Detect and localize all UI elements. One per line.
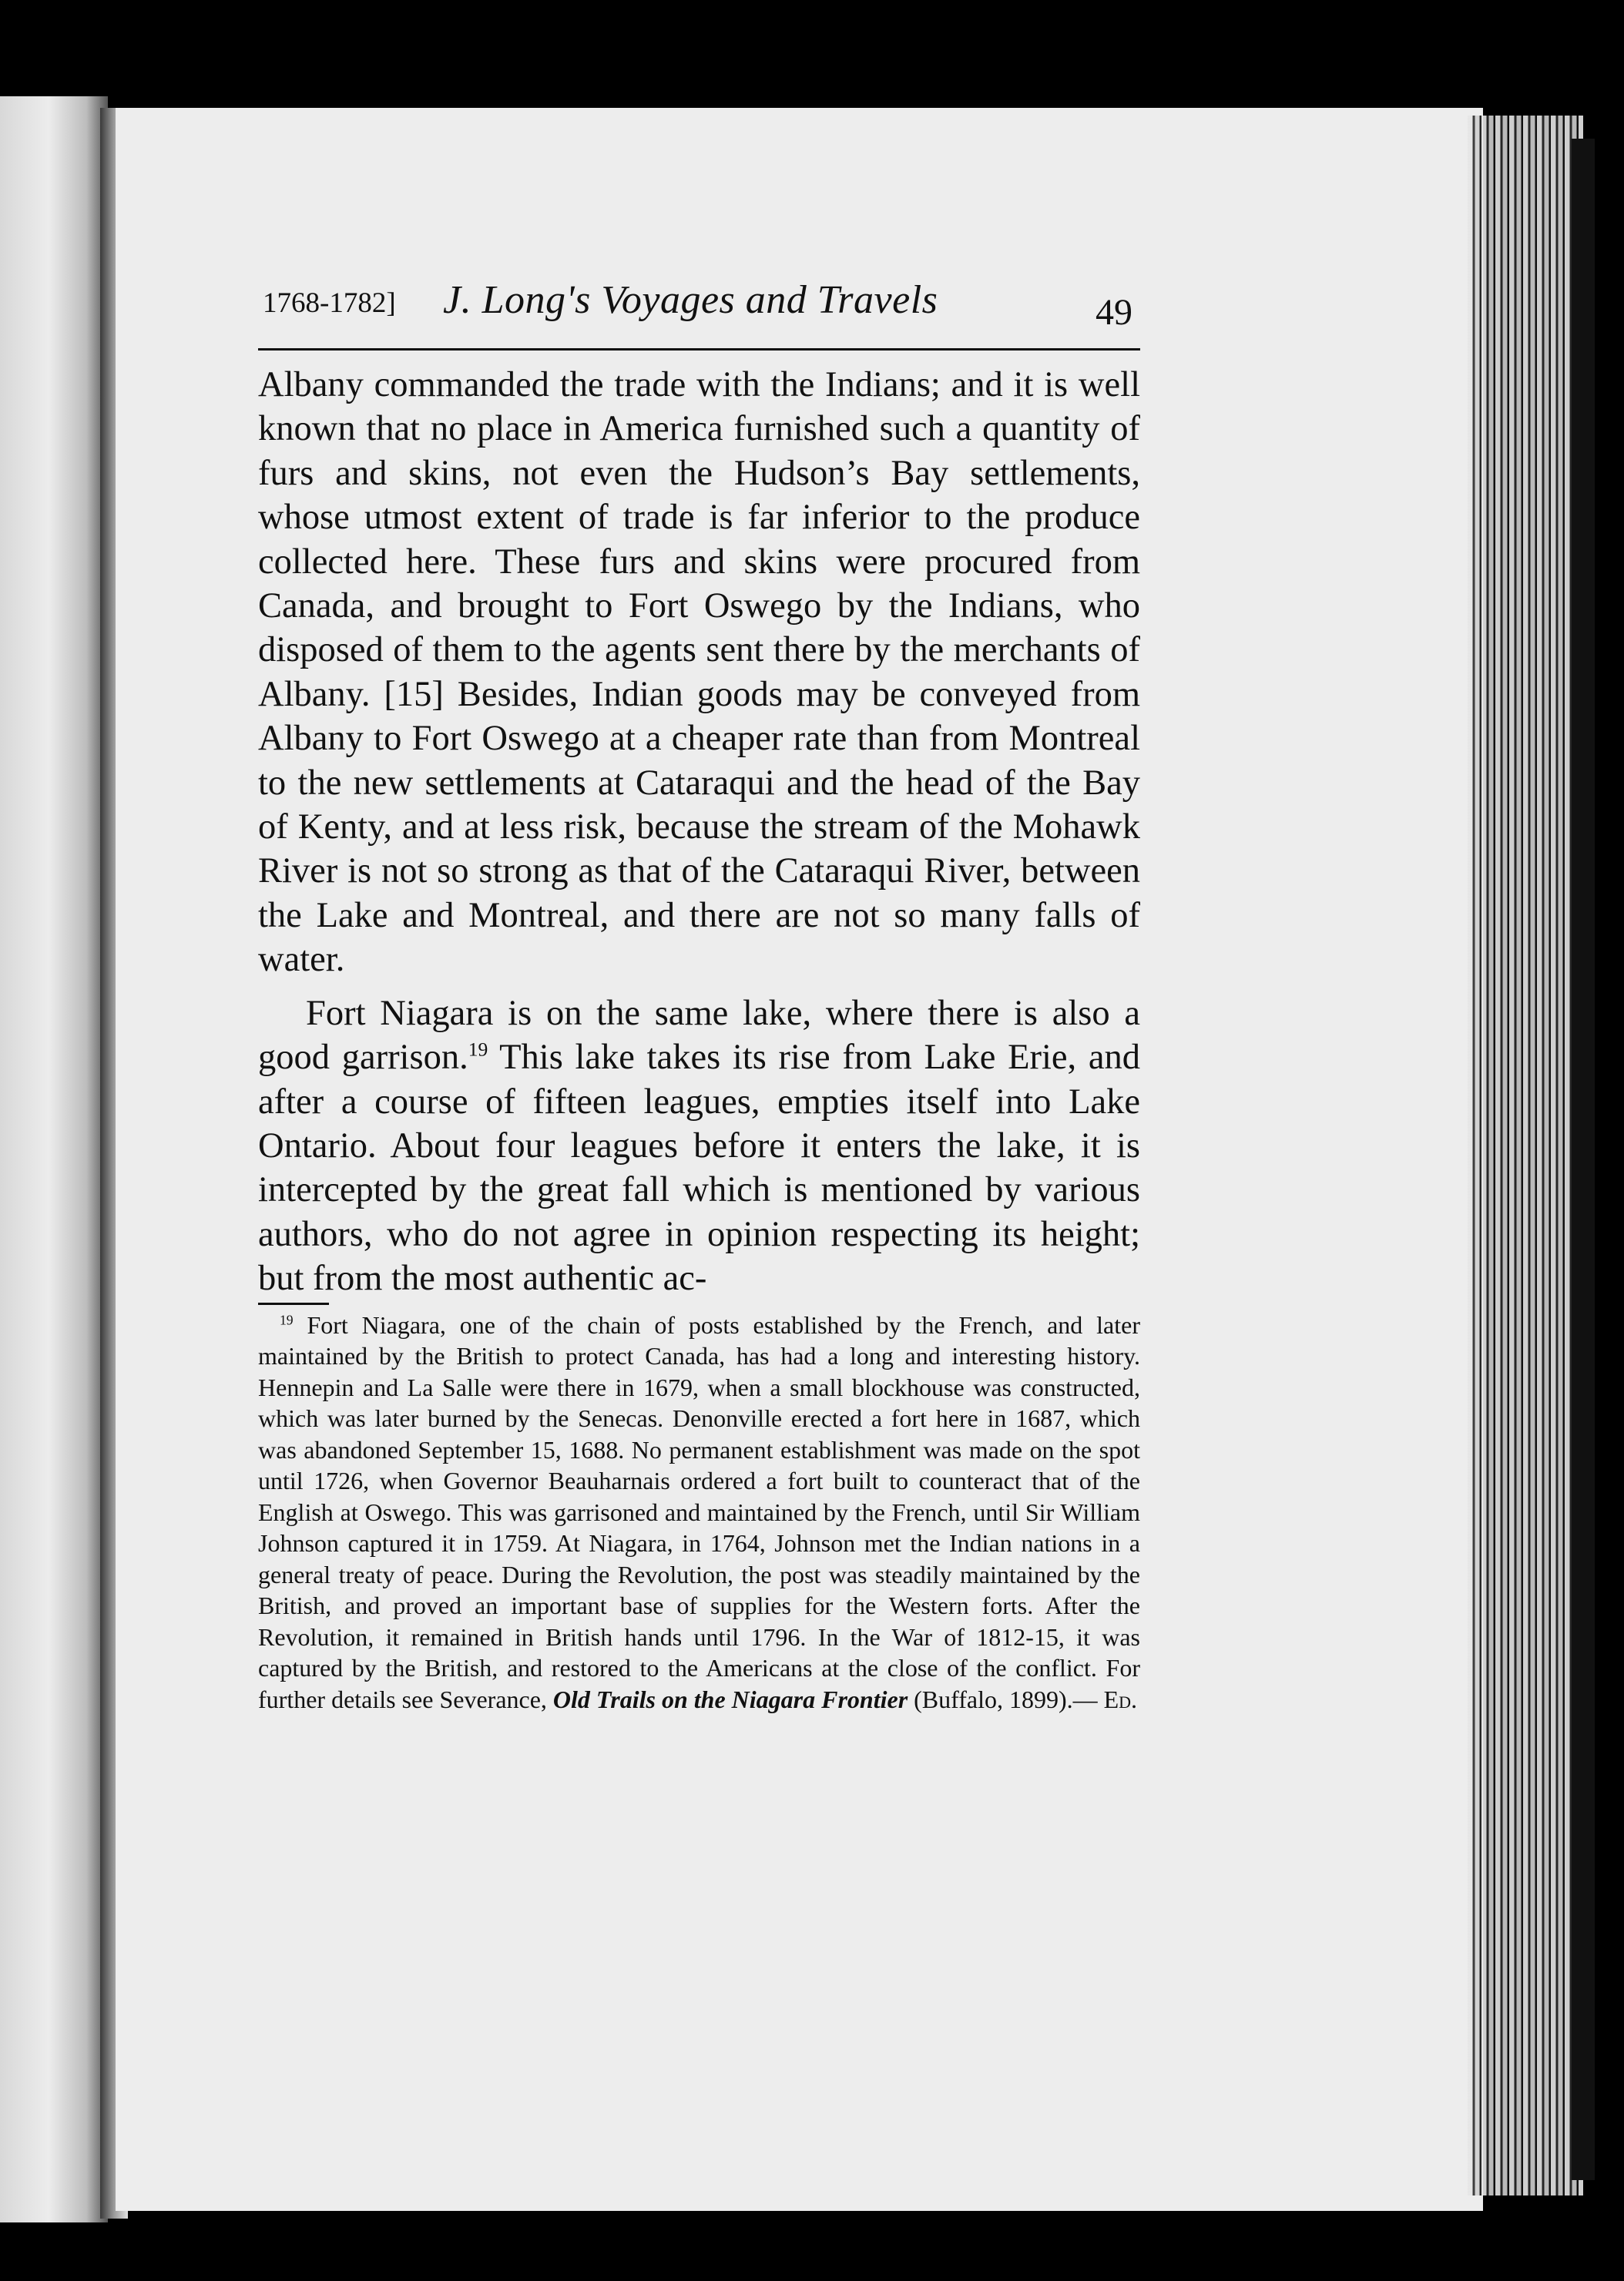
paragraph-2-end: This lake takes its rise from Lake Erie, and after a course of fifteen leagues, empties itself into Lake Ontario. About four leagues before it enters the lake, it is intercepted by the great fall which is mentioned by various authors, who do not agree in opinion respecting its height; but from the most authentic ac- xyxy=(258,1038,1140,1299)
page-text-block xyxy=(258,277,1140,1715)
running-header xyxy=(258,277,1140,351)
page-stack-edge xyxy=(1468,116,1583,2195)
paragraph-1: Albany commanded the trade with the Indians; and it is well known that no place in America furnished such a quantity of furs and skins, not even the Hudson’s Bay settlements, whose utmost extent of trade is far inferior to the produce collected here. These furs and skins were procured from Canada, and brought to Fort Oswego by the Indians, who disposed of them to the agents sent there by the merchants of Albany. [15] Besides, Indian goods may be conveyed from Albany to Fort Oswego at a cheaper rate than from Montreal to the new settlements at Cataraqui and the head of the Bay of Kenty, and at less risk, because the stream of the Mohawk River is not so strong as that of the Cataraqui River, between the Lake and Montreal, and there are not so many falls of water. xyxy=(258,365,1140,980)
running-title: J. Long's Voyages and Travels xyxy=(443,278,938,322)
paragraph-2 xyxy=(258,991,1140,1301)
footnote-citation-tail: (Buffalo, 1899).— xyxy=(908,1685,1104,1713)
footnote-reference: 19 xyxy=(468,1038,488,1061)
paragraph-2-start: Fort Niagara is on the same lake, where there is also a good garrison. xyxy=(258,993,1140,1078)
footnote-rule xyxy=(258,1303,329,1305)
page-number: 49 xyxy=(1096,292,1132,333)
main-text xyxy=(258,363,1140,1301)
page-stack-shadow xyxy=(1572,139,1595,2180)
footnote xyxy=(258,1310,1140,1716)
footnote-marker: 19 xyxy=(280,1311,294,1327)
footnote-paragraph xyxy=(258,1310,1140,1716)
editor-mark: Ed. xyxy=(1103,1685,1138,1713)
footnote-citation-title: Old Trails on the Niagara Frontier xyxy=(552,1685,908,1713)
facing-page-edge xyxy=(0,96,108,2222)
footnote-text: Fort Niagara, one of the chain of posts established by the French, and later maintained by the British to protect Canada, has had a long and interesting history. Hennepin and La Salle were there in 1679, when a small blockhouse was constructed, which was later burned by the Senecas. Denonville erected a fort here in 1687, which was abandoned September 15, 1688. No permanent establishment was made on the spot until 1726, when Governor Beauharnais ordered a fort built to counteract that of the English at Oswego. This was garrisoned and maintained by the French, until Sir William Johnson captured it in 1759. At Niagara, in 1764, Johnson met the Indian nations in a general treaty of peace. During the Revolution, the post was steadily maintained by the British, and proved an important base of supplies for the Western forts. After the Revolution, it remained in British hands until 1796. In the War of 1812-15, it was captured by the British, and restored to the Americans at the close of the conflict. For further details see Severance, xyxy=(258,1310,1140,1713)
date-range: 1768-1782] xyxy=(263,287,396,319)
